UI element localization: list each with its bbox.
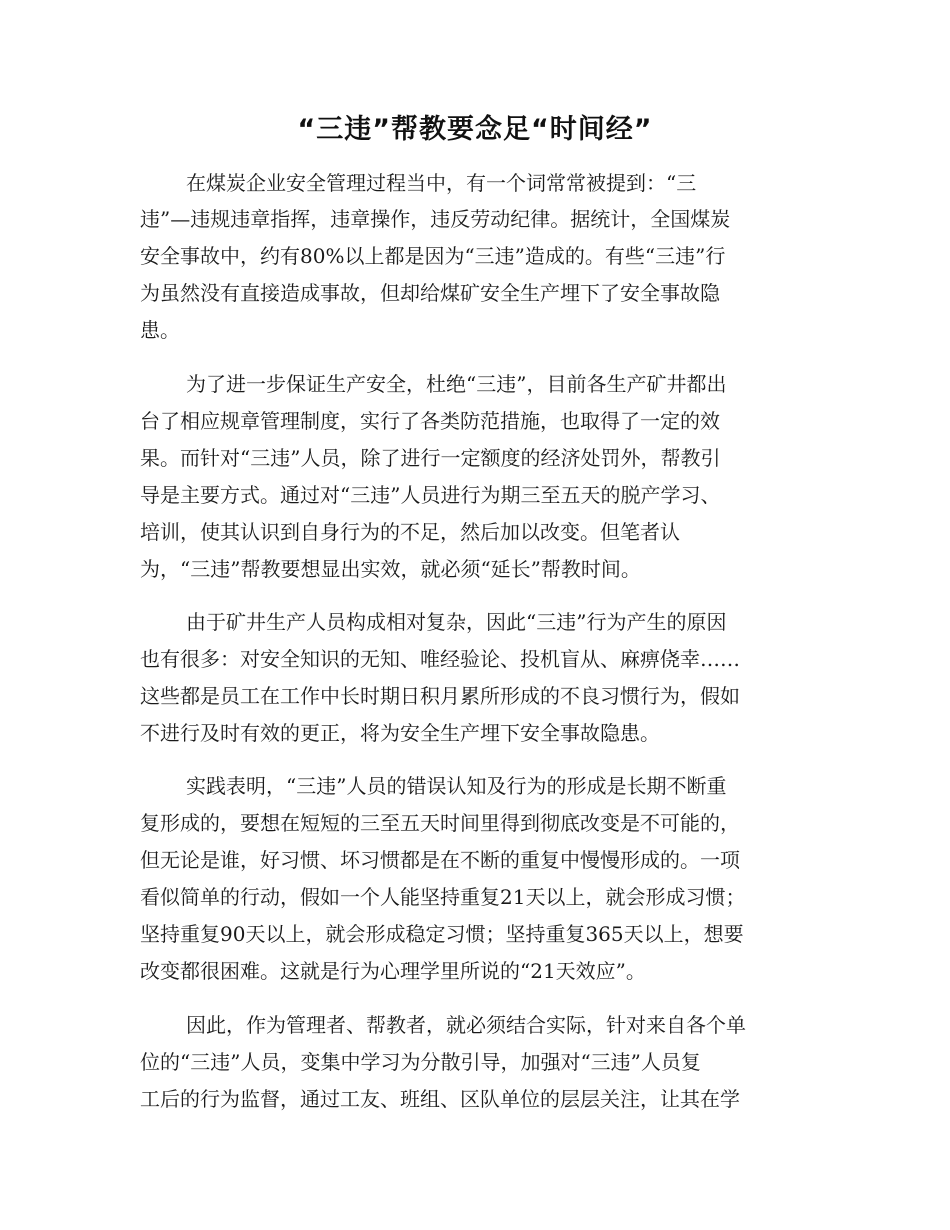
paragraph-5-line-1: 因此，作为管理者、帮教者，就必须结合实际，针对来自各个单: [186, 1013, 746, 1037]
paragraph-1-line-4: 为虽然没有直接造成事故，但却给煤矿安全生产埋下了安全事故隐: [140, 281, 720, 305]
paragraph-5-line-2: 位的“三违”人员，变集中学习为分散引导，加强对“三违”人员复: [140, 1050, 701, 1074]
paragraph-1-line-5: 患。: [140, 318, 180, 342]
paragraph-2-line-2: 台了相应规章管理制度，实行了各类防范措施，也取得了一定的效: [140, 409, 720, 433]
paragraph-3-line-4: 不进行及时有效的更正，将为安全生产埋下安全事故隐患。: [140, 721, 660, 745]
paragraph-4-line-4: 看似简单的行动，假如一个人能坚持重复21天以上，就会形成习惯；: [140, 885, 746, 909]
paragraph-2-line-3: 果。而针对“三违”人员，除了进行一定额度的经济处罚外，帮教引: [140, 446, 721, 470]
paragraph-4-line-1: 实践表明，“三违”人员的错误认知及行为的形成是长期不断重: [186, 774, 727, 798]
paragraph-1-line-2: 违”—违规违章指挥，违章操作，违反劳动纪律。据统计，全国煤炭: [140, 207, 731, 231]
paragraph-3-line-1: 由于矿井生产人员构成相对复杂，因此“三违”行为产生的原因: [186, 610, 727, 634]
paragraph-2-line-1: 为了进一步保证生产安全，杜绝“三违”，目前各生产矿井都出: [186, 372, 727, 396]
paragraph-1-line-3: 安全事故中，约有80%以上都是因为“三违”造成的。有些“三违”行: [140, 244, 726, 268]
paragraph-1-line-1: 在煤炭企业安全管理过程当中，有一个词常常被提到：“三: [186, 171, 697, 195]
paragraph-2-line-6: 为，“三违”帮教要想显出实效，就必须“延长”帮教时间。: [140, 557, 641, 581]
paragraph-2-line-4: 导是主要方式。通过对“三违”人员进行为期三至五天的脱产学习、: [140, 483, 721, 507]
paragraph-4-line-2: 复形成的，要想在短短的三至五天时间里得到彻底改变是不可能的，: [140, 811, 740, 835]
paragraph-5-line-3: 工后的行为监督，通过工友、班组、区队单位的层层关注，让其在学: [140, 1087, 740, 1111]
paragraph-4-line-6: 改变都很困难。这就是行为心理学里所说的“21天效应”。: [140, 959, 646, 983]
paragraph-4-line-3: 但无论是谁，好习惯、坏习惯都是在不断的重复中慢慢形成的。一项: [140, 848, 740, 872]
paragraph-4-line-5: 坚持重复90天以上，就会形成稳定习惯；坚持重复365天以上，想要: [140, 922, 744, 946]
paragraph-2-line-5: 培训，使其认识到自身行为的不足，然后加以改变。但笔者认: [140, 520, 680, 544]
document-title: “三违”帮教要念足“时间经”: [297, 114, 653, 145]
paragraph-3-line-3: 这些都是员工在工作中长时期日积月累所形成的不良习惯行为，假如: [140, 684, 740, 708]
paragraph-3-line-2: 也有很多：对安全知识的无知、唯经验论、投机盲从、麻痹侥幸……: [140, 647, 740, 671]
